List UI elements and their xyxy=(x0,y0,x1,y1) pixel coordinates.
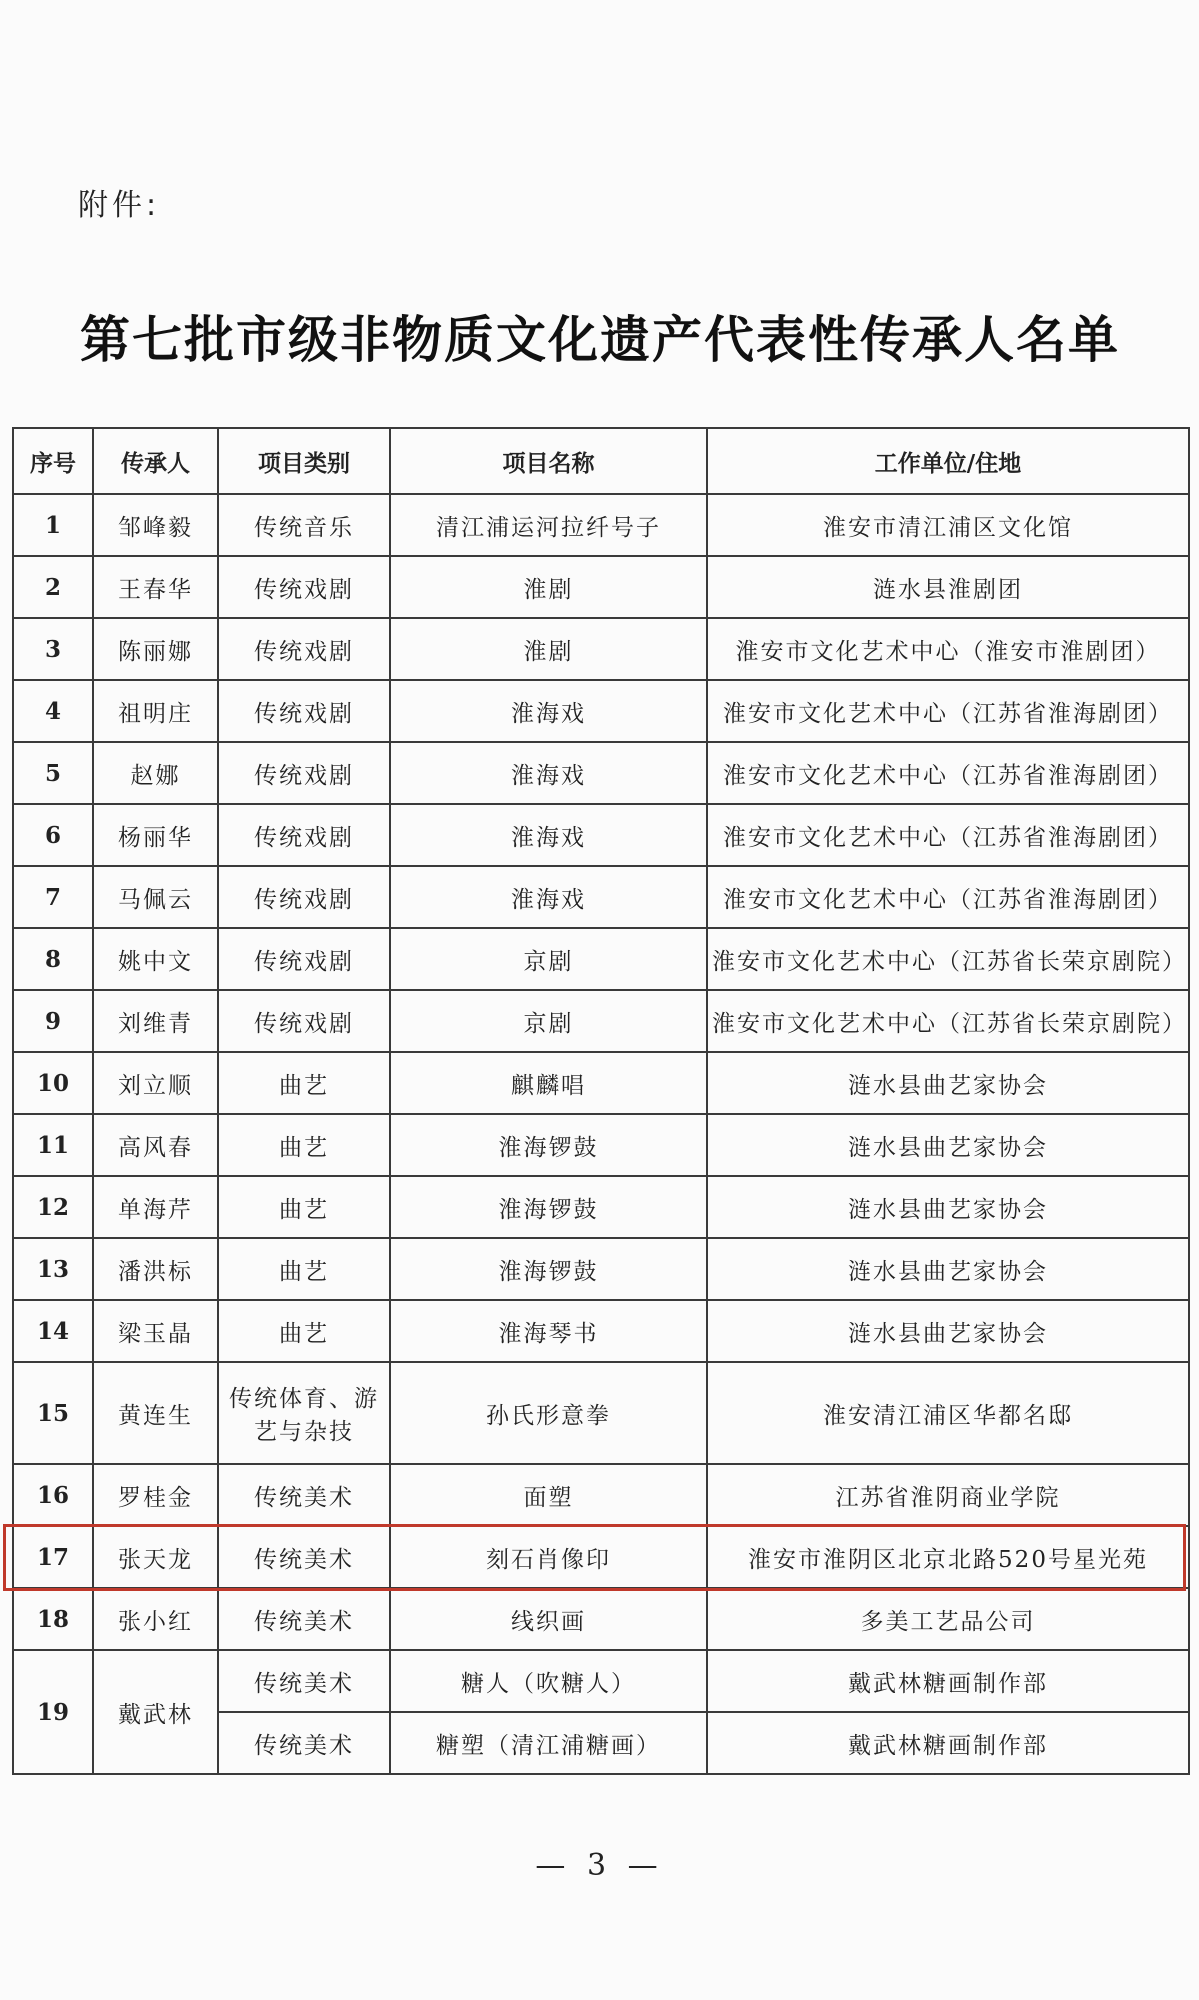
cell-name: 马佩云 xyxy=(93,866,218,928)
cell-unit: 涟水县淮剧团 xyxy=(707,556,1189,618)
cell-category: 曲艺 xyxy=(218,1300,390,1362)
cell-no: 12 xyxy=(13,1176,93,1238)
cell-category: 传统戏剧 xyxy=(218,928,390,990)
cell-name: 姚中文 xyxy=(93,928,218,990)
cell-project: 淮海戏 xyxy=(390,742,707,804)
cell-unit: 淮安市文化艺术中心（江苏省淮海剧团） xyxy=(707,866,1189,928)
cell-project: 糖人（吹糖人） xyxy=(390,1650,707,1712)
table-row xyxy=(13,742,1189,804)
inheritor-table xyxy=(12,427,1190,1775)
cell-unit: 淮安市文化艺术中心（江苏省淮海剧团） xyxy=(707,680,1189,742)
cell-name: 张天龙 xyxy=(93,1526,218,1588)
cell-unit: 涟水县曲艺家协会 xyxy=(707,1052,1189,1114)
table-row xyxy=(13,556,1189,618)
cell-name: 张小红 xyxy=(93,1588,218,1650)
cell-project: 淮海锣鼓 xyxy=(390,1238,707,1300)
cell-category: 传统戏剧 xyxy=(218,990,390,1052)
column-header-unit: 工作单位/住地 xyxy=(707,428,1189,494)
cell-unit: 淮安市文化艺术中心（江苏省淮海剧团） xyxy=(707,804,1189,866)
cell-name: 陈丽娜 xyxy=(93,618,218,680)
cell-unit: 淮安清江浦区华都名邸 xyxy=(707,1362,1189,1464)
table-row xyxy=(13,1052,1189,1114)
cell-unit: 涟水县曲艺家协会 xyxy=(707,1300,1189,1362)
cell-project: 淮海戏 xyxy=(390,866,707,928)
cell-category: 传统体育、游艺与杂技 xyxy=(218,1362,390,1464)
cell-project: 淮剧 xyxy=(390,618,707,680)
cell-category: 传统音乐 xyxy=(218,494,390,556)
cell-name: 邹峰毅 xyxy=(93,494,218,556)
cell-category: 曲艺 xyxy=(218,1176,390,1238)
cell-unit: 淮安市淮阴区北京北路520号星光苑 xyxy=(707,1526,1189,1588)
cell-name: 单海芹 xyxy=(93,1176,218,1238)
table-header-row xyxy=(13,428,1189,494)
cell-name: 杨丽华 xyxy=(93,804,218,866)
cell-no: 13 xyxy=(13,1238,93,1300)
attachment-label: 附件: xyxy=(78,188,161,223)
table-row xyxy=(13,1588,1189,1650)
table-row xyxy=(13,1238,1189,1300)
table-row xyxy=(13,990,1189,1052)
cell-name: 黄连生 xyxy=(93,1362,218,1464)
table-row xyxy=(13,1176,1189,1238)
table-row xyxy=(13,866,1189,928)
cell-name: 祖明庄 xyxy=(93,680,218,742)
table-row xyxy=(13,928,1189,990)
cell-name: 罗桂金 xyxy=(93,1464,218,1526)
cell-no: 14 xyxy=(13,1300,93,1362)
cell-unit: 多美工艺品公司 xyxy=(707,1588,1189,1650)
table-row xyxy=(13,1300,1189,1362)
cell-category: 曲艺 xyxy=(218,1114,390,1176)
cell-name: 潘洪标 xyxy=(93,1238,218,1300)
cell-no: 2 xyxy=(13,556,93,618)
column-header-no: 序号 xyxy=(13,428,93,494)
cell-category: 传统戏剧 xyxy=(218,804,390,866)
table-row xyxy=(13,1114,1189,1176)
cell-project: 孙氏形意拳 xyxy=(390,1362,707,1464)
cell-project: 淮剧 xyxy=(390,556,707,618)
cell-no: 18 xyxy=(13,1588,93,1650)
cell-no: 17 xyxy=(13,1526,93,1588)
cell-project: 刻石肖像印 xyxy=(390,1526,707,1588)
cell-unit: 淮安市文化艺术中心（江苏省长荣京剧院） xyxy=(707,990,1189,1052)
cell-project: 京剧 xyxy=(390,928,707,990)
table-row xyxy=(13,1650,1189,1712)
cell-project: 糖塑（清江浦糖画） xyxy=(390,1712,707,1774)
table-row xyxy=(13,618,1189,680)
cell-no: 7 xyxy=(13,866,93,928)
cell-project: 清江浦运河拉纤号子 xyxy=(390,494,707,556)
cell-name: 赵娜 xyxy=(93,742,218,804)
cell-no: 19 xyxy=(13,1650,93,1774)
page-title: 第七批市级非物质文化遗产代表性传承人名单 xyxy=(80,311,1120,369)
cell-unit: 淮安市清江浦区文化馆 xyxy=(707,494,1189,556)
cell-unit: 淮安市文化艺术中心（江苏省淮海剧团） xyxy=(707,742,1189,804)
cell-unit: 戴武林糖画制作部 xyxy=(707,1650,1189,1712)
cell-name: 王春华 xyxy=(93,556,218,618)
cell-no: 6 xyxy=(13,804,93,866)
cell-no: 3 xyxy=(13,618,93,680)
cell-project: 淮海锣鼓 xyxy=(390,1176,707,1238)
table-row xyxy=(13,1362,1189,1464)
cell-category: 传统戏剧 xyxy=(218,680,390,742)
cell-no: 16 xyxy=(13,1464,93,1526)
cell-no: 1 xyxy=(13,494,93,556)
page-number: — 3 — xyxy=(535,1848,664,1883)
cell-category: 传统戏剧 xyxy=(218,556,390,618)
cell-unit: 淮安市文化艺术中心（江苏省长荣京剧院） xyxy=(707,928,1189,990)
cell-no: 15 xyxy=(13,1362,93,1464)
cell-project: 淮海锣鼓 xyxy=(390,1114,707,1176)
cell-no: 5 xyxy=(13,742,93,804)
cell-unit: 涟水县曲艺家协会 xyxy=(707,1176,1189,1238)
cell-category: 传统美术 xyxy=(218,1650,390,1712)
table-row xyxy=(13,804,1189,866)
cell-category: 传统戏剧 xyxy=(218,618,390,680)
cell-unit: 淮安市文化艺术中心（淮安市淮剧团） xyxy=(707,618,1189,680)
cell-category: 传统美术 xyxy=(218,1464,390,1526)
table-row xyxy=(13,680,1189,742)
cell-no: 11 xyxy=(13,1114,93,1176)
cell-category: 传统美术 xyxy=(218,1588,390,1650)
cell-no: 10 xyxy=(13,1052,93,1114)
cell-project: 线织画 xyxy=(390,1588,707,1650)
cell-project: 面塑 xyxy=(390,1464,707,1526)
cell-project: 淮海琴书 xyxy=(390,1300,707,1362)
table-row xyxy=(13,1526,1189,1588)
cell-category: 传统美术 xyxy=(218,1526,390,1588)
cell-name: 刘立顺 xyxy=(93,1052,218,1114)
cell-unit: 涟水县曲艺家协会 xyxy=(707,1238,1189,1300)
cell-category: 曲艺 xyxy=(218,1052,390,1114)
cell-project: 京剧 xyxy=(390,990,707,1052)
cell-name: 刘维青 xyxy=(93,990,218,1052)
column-header-name: 传承人 xyxy=(93,428,218,494)
cell-unit: 涟水县曲艺家协会 xyxy=(707,1114,1189,1176)
cell-no: 9 xyxy=(13,990,93,1052)
table-row xyxy=(13,1464,1189,1526)
cell-name: 高风春 xyxy=(93,1114,218,1176)
column-header-category: 项目类别 xyxy=(218,428,390,494)
cell-name: 梁玉晶 xyxy=(93,1300,218,1362)
cell-unit: 戴武林糖画制作部 xyxy=(707,1712,1189,1774)
cell-project: 麒麟唱 xyxy=(390,1052,707,1114)
column-header-project: 项目名称 xyxy=(390,428,707,494)
cell-no: 8 xyxy=(13,928,93,990)
cell-category: 传统美术 xyxy=(218,1712,390,1774)
table-row xyxy=(13,494,1189,556)
cell-name: 戴武林 xyxy=(93,1650,218,1774)
cell-unit: 江苏省淮阴商业学院 xyxy=(707,1464,1189,1526)
cell-project: 淮海戏 xyxy=(390,804,707,866)
cell-category: 传统戏剧 xyxy=(218,866,390,928)
cell-no: 4 xyxy=(13,680,93,742)
cell-category: 曲艺 xyxy=(218,1238,390,1300)
cell-project: 淮海戏 xyxy=(390,680,707,742)
cell-category: 传统戏剧 xyxy=(218,742,390,804)
